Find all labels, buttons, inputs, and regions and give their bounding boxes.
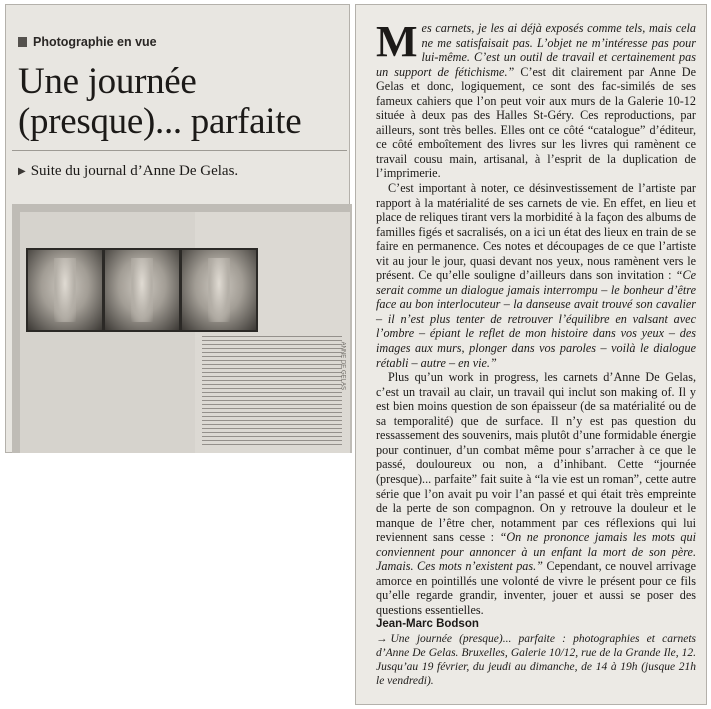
byline: Jean-Marc Bodson: [376, 618, 479, 631]
photo-credit: ANNE DE GELAS: [339, 341, 345, 390]
arrow-right-icon: →: [376, 632, 388, 645]
triangle-right-icon: ▶: [18, 166, 26, 177]
headline-line-2: (presque)... parfaite: [18, 101, 302, 142]
paragraph-text: Plus qu’un work in progress, les carnets d’Anne De Gelas, c’est un travail au clair, un travail qui inclut son making of. Il y est bien moins question de son épaisseur (de sa matérialité ou de sa temporalité) que de surface. Il n’y est pas question du ressassement des souvenirs, mais plutôt d’une formidable énergie pour continuer, d’un combat même pour s’arracher à ce que le passé, douloureux ou non, a d’inhibant. Cette “journée (presque)... parfaite” fait suite à “la vie est un roman”, cette autre série que l’on avait pu voir l’an passé et qui était très empreinte de la perte de son compagnon. On y retrouve la douleur et le manque de l’être cher, notamment par ces réflexions qui lui reviennent sans cesse :: [376, 370, 696, 545]
notebook-handwriting: [202, 336, 342, 446]
photo-strip: [26, 248, 258, 332]
headline-line-1: Une journée: [18, 61, 197, 102]
drop-cap: M: [376, 17, 418, 66]
photo-frame: [28, 250, 102, 330]
exhibition-info: [376, 632, 696, 688]
rubric-label: Photographie en vue: [33, 35, 157, 49]
paragraph-text: C’est important à noter, ce désinvestissement de l’artiste par rapport à la matérialité de ses carnets de vie. En effet, en lieu et place de reliques tirant vers la morbidité à la façon des albums de familles figés et sacralisés, on a ici un état des lieux en train de se faire en permanence. Ces notes et découpages de ce que l’artiste vit au jour le jour, quasi devant nos yeux, nous ramènent vers le présent. Ce qu’elle souligne d’ailleurs dans son invitation :: [376, 181, 696, 283]
paragraph: [376, 181, 696, 370]
headline-clipping: [5, 4, 350, 453]
rubric: [18, 35, 157, 49]
divider: [12, 150, 347, 151]
subtitle-text: Suite du journal d’Anne De Gelas.: [30, 163, 239, 179]
article-body: [376, 17, 696, 688]
paragraph-text: C’est dit clairement par Anne De Gelas et donc, logiquement, ce sont des fac-similés de ses fameux cahiers que l’on peut voir aux murs de la Galerie 10-12 située à deux pas des Halles St-Géry. Ces reproductions, par ailleurs, sont très belles. Elles ont ce côté “catalogue” d’éditeur, ce côté emboîtement des livres sur les livres qui ramènent ce travail cousu main, artisanal, à l’esprit de la duplication de l’imprimerie.: [376, 64, 696, 181]
article-photo: [12, 204, 352, 453]
subtitle: [18, 163, 238, 180]
opening-quote: es carnets, je les ai déjà exposés comme tels, mais cela ne me satisfaisait pas. L’objet ne m’intéresse pas pour lui-même. C’est un outil de travail et certainement pas un support de fétichisme.”: [376, 21, 696, 79]
paragraph: [376, 370, 696, 617]
quote: “On ne prononce jamais les mots qui conviennent pour annoncer à un enfant la mort de son père. Jamais. Ces mots n’existent pas.”: [376, 530, 696, 574]
invitation-quote: “Ce serait comme un dialogue jamais interrompu – le bonheur d’être face au bon interlocuteur – la danseuse avait trouvé son cavalier – il n’est plus tenter de retrouver l’équilibre en valsant avec l’ombre – épiant le reflet de mon histoire dans vos yeux – des images aux murs, plonger dans vos paroles – voilà le dialogue rétabli – autre – en vie.”: [376, 268, 696, 370]
paragraph: [376, 17, 696, 181]
paragraph-text: Cependant, ce nouvel arrivage amorce en pointillés une volonté de vivre le présent pour ce fils qu’elle regarde grandir, inventer, jouer et aussi se poser des questions essentielles.: [376, 559, 696, 617]
photo-frame: [182, 250, 256, 330]
photo-frame: [105, 250, 179, 330]
square-bullet-icon: [18, 37, 27, 47]
headline: [18, 62, 348, 142]
exhibition-info-text: Une journée (presque)... parfaite : photographies et carnets d’Anne De Gelas. Bruxelles, Galerie 10/12, rue de la Grande Ile, 12. Jusqu’au 19 février, du jeudi au dimanche, de 14 à 19h (jusque 21h le vendredi).: [376, 632, 696, 687]
article-clipping: [355, 4, 707, 705]
